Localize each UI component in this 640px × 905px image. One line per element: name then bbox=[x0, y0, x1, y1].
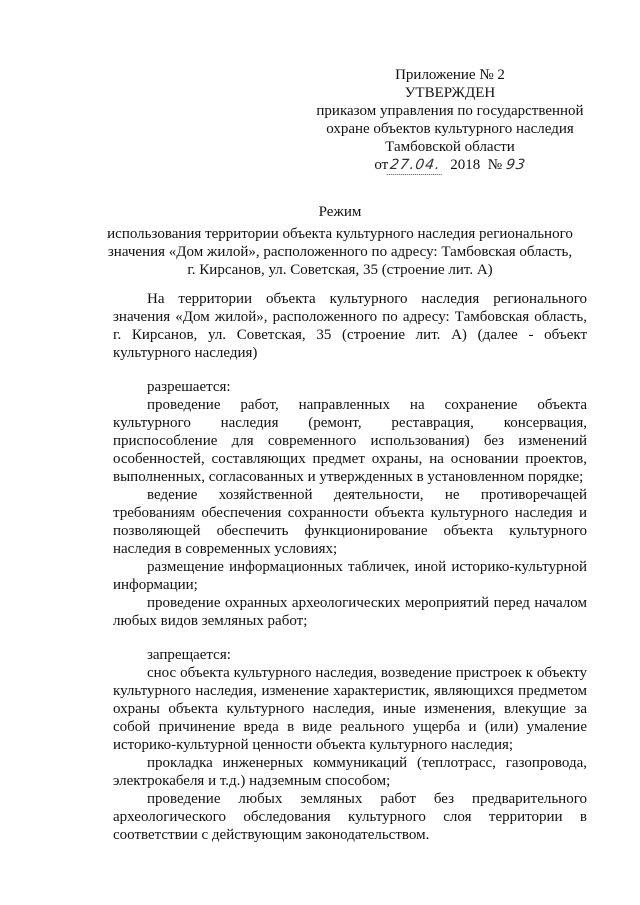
prohibited-item: проведение любых земляных работ без предварительного археологического обследования культурного слоя территории в соответствии с действующим законодательством. bbox=[113, 791, 587, 843]
title-line-1: использования территории объекта культурного наследия регионального bbox=[107, 226, 573, 242]
title-line-2: значения «Дом жилой», расположенного по адресу: Тамбовская область, bbox=[107, 244, 573, 260]
allowed-item: ведение хозяйственной деятельности, не противоречащей требованиям обеспечения сохранности объекта культурного наследия и позволяющей обеспечить функционирование объекта культурного наследия в современных условиях; bbox=[113, 487, 587, 557]
handwritten-date: 27.04. bbox=[387, 156, 444, 175]
document-title bbox=[90, 203, 590, 279]
allowed-item: размещение информационных табличек, иной историко-культурной информации; bbox=[113, 559, 587, 593]
date-line bbox=[300, 156, 600, 175]
title-line-3: г. Кирсанов, ул. Советская, 35 (строение лит. А) bbox=[187, 262, 493, 278]
document-body bbox=[113, 290, 587, 844]
prohibited-item: прокладка инженерных коммуникаций (теплотрасс, газопровода, электрокабеля и т.д.) надземным способом; bbox=[113, 755, 587, 789]
order-line-1: приказом управления по государственной bbox=[316, 103, 584, 119]
year: 2018 bbox=[450, 157, 481, 173]
region-label: Тамбовской области bbox=[385, 139, 515, 155]
order-line-2: охране объектов культурного наследия bbox=[326, 121, 574, 137]
date-prefix: от bbox=[374, 157, 389, 173]
title-heading: Режим bbox=[318, 204, 362, 220]
intro-paragraph: На территории объекта культурного наследия регионального значения «Дом жилой», расположенного по адресу: Тамбовская область, г. Кирсанов, ул. Советская, 35 (строение лит. А) (далее - объект культурного наследия) bbox=[113, 291, 587, 361]
allowed-item: проведение охранных археологических мероприятий перед началом любых видов земляных работ; bbox=[113, 595, 587, 629]
number-prefix: № bbox=[487, 157, 503, 173]
allowed-item: проведение работ, направленных на сохранение объекта культурного наследия (ремонт, реставрация, консервация, приспособление для современного использования) без изменений особенностей, составляющих предмет охраны, на основании проектов, выполненных, согласованных и утвержденных в установленном порядке; bbox=[113, 397, 587, 485]
approval-stamp-block bbox=[300, 66, 600, 175]
handwritten-number: 93 bbox=[504, 157, 527, 173]
appendix-label: Приложение № 2 bbox=[395, 67, 505, 83]
allowed-heading: разрешается: bbox=[147, 379, 231, 395]
prohibited-item: снос объекта культурного наследия, возведение пристроек к объекту культурного наследия, изменение характеристик, являющихся предметом охраны объекта культурного наследия, иные изменения, влекущие за собой причинение вреда в виде реального ущерба и (или) умаление историко-культурной ценности объекта культурного наследия; bbox=[113, 665, 587, 753]
approved-label: УТВЕРЖДЕН bbox=[404, 85, 496, 101]
prohibited-heading: запрещается: bbox=[147, 647, 231, 663]
